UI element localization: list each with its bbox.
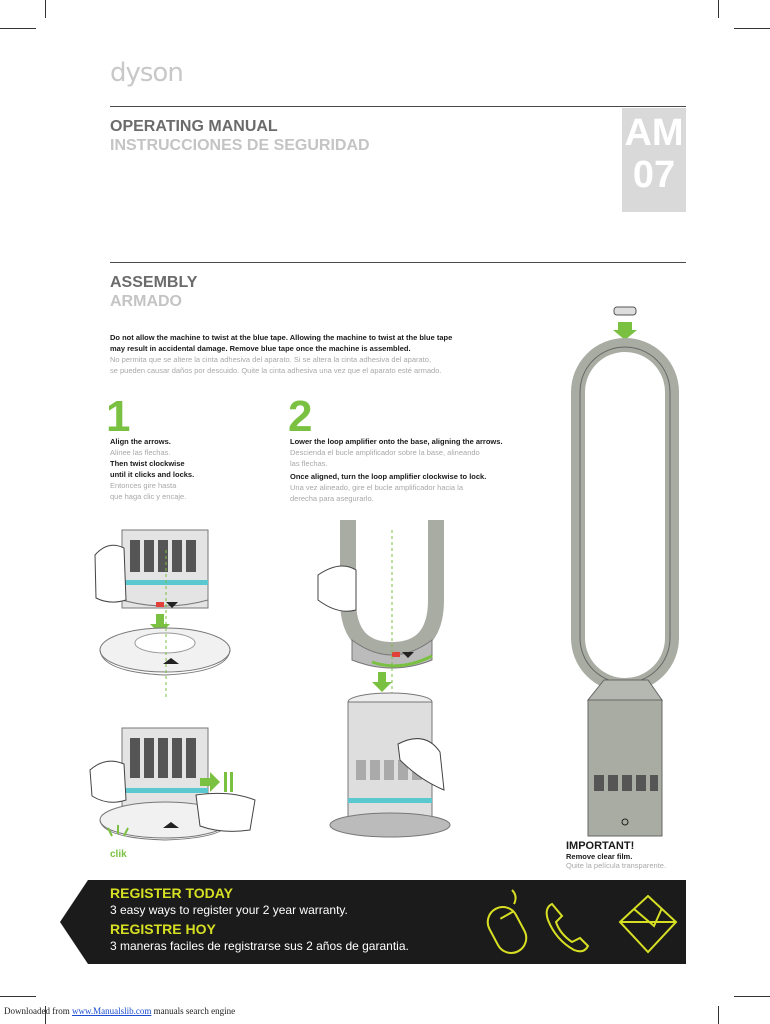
banner-notch [60,880,88,964]
step-1-es: que haga clic y encaje. [110,492,187,501]
envelope-icon [620,896,676,952]
manual-title-es: INSTRUCCIONES DE SEGURIDAD [110,137,370,154]
step-2-es: las flechas. [290,459,328,468]
register-subtitle-es: 3 maneras faciles de registrarse sus 2 años de garantia. [110,939,409,953]
step-1-en: Then twist clockwise [110,459,185,468]
step-1-number: 1 [106,392,131,441]
register-icons [470,882,682,962]
step-2-es: derecha para asegurarlo. [290,494,374,503]
step-2-number: 2 [288,392,313,441]
step-1-lock-illustration [90,728,255,840]
crop-mark [734,996,770,997]
step-1-es: Entonces gire hasta [110,481,177,490]
clik-label: clik [110,849,127,860]
am07-fan-illustration [578,307,672,836]
step-2-en: Once aligned, turn the loop amplifier clockwise to lock. [290,472,487,481]
assembly-illustrations [0,300,770,880]
crop-mark [718,1006,719,1024]
step-2-base-illustration [330,693,450,837]
manualslib-link[interactable]: www.Manualslib.com [71,1006,152,1016]
dyson-logo: dyson [110,58,183,88]
step-2-es: Descienda el bucle amplificador sobre la base, alineando [290,448,480,457]
step-1-en: Align the arrows. [110,437,171,446]
crop-mark [734,28,770,29]
mouse-icon [482,890,531,958]
footer-prefix: Downloaded from [4,1006,72,1016]
assembly-title: ASSEMBLY [110,274,198,291]
assembly-rule [110,262,686,263]
crop-mark [0,28,36,29]
step-1-twist-illustration [95,530,230,700]
register-subtitle: 3 easy ways to register your 2 year warranty. [110,903,348,917]
step-2-en: Lower the loop amplifier onto the base, aligning the arrows. [290,437,503,446]
crop-mark [45,0,46,18]
footer-suffix: manuals search engine [151,1006,236,1016]
model-line-1: AM [624,112,684,154]
register-text [110,885,409,953]
crop-mark [718,0,719,18]
important-title: IMPORTANT! [566,840,635,852]
header-rule [110,106,686,107]
important-note [566,840,666,870]
step-2-es: Una vez alineado, gire el bucle amplificador hacia la [290,483,464,492]
model-badge [622,108,686,212]
assembly-title-es: ARMADO [110,293,182,310]
important-en: Remove clear film. [566,852,633,861]
important-es: Quite la película transparente. [566,861,667,870]
warning-en-line: Do not allow the machine to twist at the blue tape. Allowing the machine to twist at the blue tape [110,333,453,342]
step-2-lower-illustration [318,520,436,700]
register-title: REGISTER TODAY [110,885,233,901]
manual-title: OPERATING MANUAL [110,118,278,135]
step-1-en: until it clicks and locks. [110,470,195,479]
warning-es-line: No permita que se altere la cinta adhesiva del aparato. Si se altera la cinta adhesiva del aparato, [110,355,432,364]
phone-icon [547,904,588,951]
warning-es-line: se pueden causar daños por descuido. Quite la cinta adhesiva una vez que el aparato esté armado. [110,366,442,375]
warning-en-line: may result in accidental damage. Remove blue tape once the machine is assembled. [110,344,411,353]
model-line-2: 07 [632,154,676,196]
crop-mark [0,996,36,997]
step-1-es: Alinee las flechas. [110,448,171,457]
register-title-es: REGISTRE HOY [110,921,216,937]
download-footer [4,1006,235,1016]
